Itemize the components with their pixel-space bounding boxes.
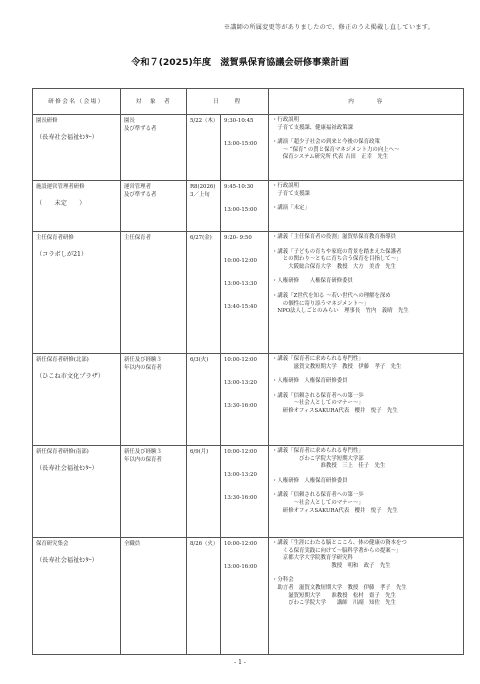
content-item xyxy=(272,378,460,386)
training-content xyxy=(269,232,464,354)
target-audience: 新任及び経験３ 年以内の保育者 xyxy=(121,354,187,446)
table-row xyxy=(33,446,464,538)
time-slot: 13:00-13:30 xyxy=(224,281,257,287)
training-content xyxy=(269,538,464,655)
content-line: ・講義「保育者に求められる専門性」 xyxy=(272,356,364,362)
header-name: 研修会名（会場） xyxy=(33,89,121,115)
content-item xyxy=(272,478,460,486)
content-line: ・講義「信頼される保育者への第一歩 xyxy=(272,392,364,399)
table-row xyxy=(33,232,464,354)
time-slot: 9:30-10:45 xyxy=(224,118,254,124)
time-slots xyxy=(221,115,269,181)
content-line: 准教授 三上 佳子 先生 xyxy=(272,463,386,470)
time-slot: 10:00-12:00 xyxy=(224,541,257,547)
content-line: ・講義「信頼される保育者への第一歩 xyxy=(272,492,364,499)
training-name-cell xyxy=(33,181,121,232)
table-row xyxy=(33,538,464,655)
time-slot: 13:00-13:20 xyxy=(224,380,257,386)
training-name-cell xyxy=(33,538,121,655)
content-line: ・分科会 xyxy=(272,577,294,584)
training-content xyxy=(269,446,464,538)
content-line: NPO法人しごとのみらい 理事長 竹内 義晴 先生 xyxy=(272,308,409,315)
time-slot: 13:30-16:00 xyxy=(224,403,257,409)
content-item xyxy=(272,540,460,570)
content-line: 教授 明和 政子 先生 xyxy=(272,562,391,569)
time-slot: 10:00-12:00 xyxy=(224,258,257,264)
training-name-cell xyxy=(33,446,121,538)
training-name: 新任保育者研修(北部) xyxy=(36,357,89,363)
content-item xyxy=(272,249,460,272)
table-row xyxy=(33,181,464,232)
training-venue: （ひこね市文化プラザ） xyxy=(36,373,105,380)
training-content xyxy=(269,354,464,446)
content-line: ～ “保育” の質と保育マネジメント力の向上へ～ xyxy=(272,146,400,153)
content-item xyxy=(272,577,460,607)
time-slot: 13:00-16:00 xyxy=(224,564,257,570)
content-item xyxy=(272,205,460,213)
content-line: ～社会人としてのマナー～」 xyxy=(272,400,364,407)
content-item xyxy=(272,448,460,471)
training-date: 6/27(金) xyxy=(187,232,221,354)
time-slot: 13:30-16:00 xyxy=(224,495,257,501)
content-line: ・講義「子どもの育ちや家庭の背景を踏まえた保護者 xyxy=(272,248,402,255)
content-item xyxy=(272,278,460,286)
content-line: ・講演「未定」 xyxy=(272,205,310,212)
training-name: 園長研修 xyxy=(36,118,58,124)
table-row xyxy=(33,115,464,181)
target-audience: 全職員 xyxy=(121,538,187,655)
training-content xyxy=(269,181,464,232)
content-line: ・講義「生涯にわたる脳とこころ、体の健康の資本をつ xyxy=(272,540,407,546)
content-line: 京都大学大学院教育学研究科 xyxy=(272,555,353,562)
table-row xyxy=(33,354,464,446)
content-line: ・人権研修 人権保育研修委員 xyxy=(272,278,353,285)
table-body xyxy=(33,115,464,655)
header-content: 内 容 xyxy=(269,89,464,115)
content-line: びわこ学院大学短期大学部 xyxy=(272,455,364,462)
content-line: 滋賀文教短期大学 教授 伊藤 孝子 先生 xyxy=(272,363,402,370)
revision-notice: ※講師の所属変更等がありましたので、修正のうえ掲載し直しています。 xyxy=(223,24,434,31)
page-title: 令和７(2025)年度 滋賀県保育協議会研修事業計画 xyxy=(131,57,349,68)
content-line: 子育て支援課、健康福祉政策課 xyxy=(272,124,353,131)
content-item xyxy=(272,139,460,162)
content-line: びわこ学院大学 講師 川副 知佐 先生 xyxy=(272,600,397,607)
training-venue: （ 未定 ） xyxy=(36,200,86,207)
time-slots xyxy=(221,538,269,655)
content-line: 大阪総合保育大学 教授 大方 美香 先生 xyxy=(272,263,397,270)
content-line: 保育システム研究所 代表 吉田 正幸 先生 xyxy=(272,154,389,161)
content-line: ・人権研修 人権保育研修委員 xyxy=(272,477,348,484)
content-line: くる保育実践に向けて～脳科学著からの提案～」 xyxy=(272,547,402,554)
content-line: 助言者 滋賀文教短期大学 教授 伊藤 孝子 先生 xyxy=(272,584,407,591)
page-number: - 1 - xyxy=(234,659,246,666)
content-line: ・講義「保育者に求められる専門性」 xyxy=(272,448,364,454)
time-slots xyxy=(221,354,269,446)
training-plan-table xyxy=(32,88,464,655)
time-slots xyxy=(221,181,269,232)
content-item xyxy=(272,356,460,371)
training-venue: （長寿社会福祉ｾﾝﾀｰ） xyxy=(36,465,98,472)
content-line: ・行政説明 xyxy=(272,183,299,189)
content-line: ・人権研修 人権保育研修委員 xyxy=(272,378,348,385)
time-slot: 10:00-12:00 xyxy=(224,357,257,363)
target-audience: 園長 及び準ずる者 xyxy=(121,115,187,181)
content-item xyxy=(272,492,460,515)
content-line: ・講義「主任保育者の役割」滋賀県保育教育指導員 xyxy=(272,234,397,240)
training-venue: （長寿社会福祉ｾﾝﾀｰ） xyxy=(36,134,98,141)
training-name-cell xyxy=(33,232,121,354)
time-slots xyxy=(221,232,269,354)
training-name: 新任保育者研修(南部) xyxy=(36,449,89,455)
training-name-cell xyxy=(33,115,121,181)
training-date: 6/3(火) xyxy=(187,354,221,446)
training-venue: （長寿社会福祉ｾﾝﾀｰ） xyxy=(36,557,98,564)
content-line: ～社会人としてのマナー～」 xyxy=(272,499,364,506)
time-slot: 13:00-13:20 xyxy=(224,472,257,478)
content-line: ・講義「Z世代を知る ～若い世代への理解を深め xyxy=(272,292,391,299)
time-slot: 13:40-15:40 xyxy=(224,304,257,310)
training-name-cell xyxy=(33,354,121,446)
content-line: との関わり～ともに育ち合う保育を目指して～」 xyxy=(272,256,402,263)
training-content xyxy=(269,115,464,181)
content-item xyxy=(272,293,460,316)
training-name: 施設運営管理者研修 xyxy=(36,184,85,190)
target-audience: 新任及び経験３ 年以内の保育者 xyxy=(121,446,187,538)
time-slot: 9:45-10:30 xyxy=(224,184,254,190)
training-date: 6/9(月) xyxy=(187,446,221,538)
content-line: 研修オフィスSAKURA代表 櫻井 悦子 先生 xyxy=(272,507,398,514)
time-slot: 13:00-15:00 xyxy=(224,207,257,213)
content-line: の個性に寄り添うマネジメント～」 xyxy=(272,300,369,307)
content-line: 子育て支援課 xyxy=(272,190,310,197)
header-target: 対 象 者 xyxy=(121,89,187,115)
content-item xyxy=(272,393,460,416)
training-date: R8(2026) 3／上旬 xyxy=(187,181,221,232)
table-header-row xyxy=(33,89,464,115)
time-slot: 13:00-15:00 xyxy=(224,141,257,147)
training-date: 5/22（木） xyxy=(187,115,221,181)
content-line: 滋賀短期大学 准教授 松村 齋子 先生 xyxy=(272,592,397,599)
training-name: 保育研究集会 xyxy=(36,541,69,547)
training-venue: （コラボしが21） xyxy=(36,251,88,258)
header-schedule: 日 程 xyxy=(187,89,269,115)
time-slots xyxy=(221,446,269,538)
target-audience: 主任保育者 xyxy=(121,232,187,354)
content-item xyxy=(272,234,460,242)
training-date: 8/26（火） xyxy=(187,538,221,655)
training-name: 主任保育者研修 xyxy=(36,235,74,241)
content-item xyxy=(272,183,460,198)
content-item xyxy=(272,117,460,132)
time-slot: 10:00-12:00 xyxy=(224,449,257,455)
time-slot: 9:20- 9:50 xyxy=(224,235,252,241)
content-line: 研修オフィスSAKURA代表 櫻井 悦子 先生 xyxy=(272,407,398,414)
content-line: ・講演「超少子社会の到来と今後の保育政策 xyxy=(272,139,380,146)
content-line: ・行政説明 xyxy=(272,117,299,123)
target-audience: 運営管理者 及び準ずる者 xyxy=(121,181,187,232)
